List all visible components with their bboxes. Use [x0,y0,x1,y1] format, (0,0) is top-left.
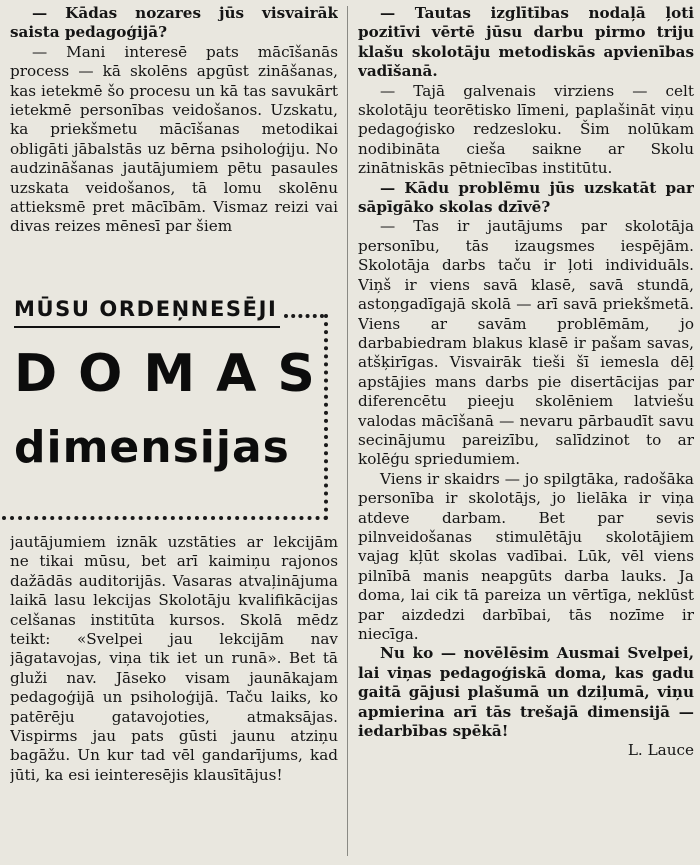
headline-domas: DOMAS [14,344,336,404]
paragraph-viens-skaidrs: Viens ir skaidrs — jo spilgtāka, radošāka personība ir skolotājs, jo lielāka ir viņa atdeve darbam. Bet par sevis pilnveidošanas stimulētāju skolotājiem vajag kļūt skolas vadībai. Lūk, vēl viens pilnībā manis neapgūts darba lauks. Ja doma, lai cik tā pareiza un vērtīga, neklūst par aizdedzi darbībai, tās nozīme ir niecīga. [358,469,694,643]
right-column [358,4,694,863]
column-divider [347,6,348,856]
answer-problema: — Tas ir jautājums par skolotāja personību, tās izaugsmes iespējām. Skolotāja darbs taču ir ļoti individuāls. Viņš ir viens savā klasē, savā stundā, astoņgadīgajā skolā — arī savā priekšmetā. Viens ar savām problēmām, jo darbabiedram blakus klasē ir pašam savas, atšķirīgas. Visvairāk tieši šī iemesla dēļ apstājies mans darbs pie disertācijas par diferencētu pieeju skolēniem latviešu valodas mācīšanā — nevaru pārbaudīt savu secinājumu pareizību, salīdzinot to ar kolēģu spriedumiem. [358,217,694,469]
headline-dimensijas: dimensijas [14,422,290,473]
answer-continuation: jautājumiem iznāk uzstāties ar lekcijām ne tikai mūsu, bet arī kaimiņu rajonos dažādās auditorijās. Vasaras atvaļinājuma laikā lasu lekcijas Skolotāju kvalifikācijas celšanas institūta kursos. Skolā mēdz teikt: «Svelpei jau lekcijām nav jāgatavojas, viņa tik iet un runā». Bet tā gluži nav. Jāseko visam jaunākajam pedagoģijā un psiholoģijā. Taču laiks, ko patērēju gatavojoties, atmaksājas. Vispirms jau pats gūsti jaunu atziņu bagāžu. Un kur tad vēl gandarījums, kad jūti, ka esi ieinteresējis klausītājus! [10,533,338,784]
question-izglitiba: — Tautas izglītības nodaļā ļoti pozitīvi vērtē jūsu darbu pirmo triju klašu skolotāju metodiskās apvienības vadīšanā. [358,4,694,81]
question-nozares: — Kādas nozares jūs visvairāk saista pedagoģijā? [10,4,338,42]
left-column-bottom [10,533,338,863]
heading-frame-top-dots [284,314,324,318]
author-signature: L. Lauce [627,741,694,760]
answer-izglitiba: — Tajā galvenais virziens — celt skolotāju teorētisko līmeni, paplašināt viņu pedagoģisko redzesloku. Šim nolūkam nodibināta cieša saikne ar Skolu zinātniskās pētniecības institūtu. [358,81,694,178]
question-problema: — Kādu problēmu jūs uzskatāt par sāpīgāko skolas dzīvē? [358,178,694,217]
answer-nozares: — Mani interesē pats mācīšanās process — kā skolēns apgūst zināšanas, kas ietekmē šo procesu un kā tas savukārt ietekmē personības veidošanos. Uzskatu, ka priekšmetu mācīšanas metodikai obligāti jābalstās uz bērna psiholoģiju. No audzināšanas jautājumiem pētu pasaules uzskata veidošanos, tā lomu skolēnu attieksmē pret mācībām. Vismaz reizi vai divas reizes mēnesī par šiem [10,42,338,236]
closing-wish-text: Nu ko — novēlēsim Ausmai Svelpei, lai viņas pedagoģiskā doma, kas gadu gaitā gājusi plašumā un dziļumā, viņu apmierina arī tās trešajā dimensijā — iedarbības spēkā! [358,644,694,741]
rubric-title: MŪSU ORDEŅNESĒJI [14,297,278,321]
left-column-top [10,4,338,286]
closing-wish [358,644,694,741]
